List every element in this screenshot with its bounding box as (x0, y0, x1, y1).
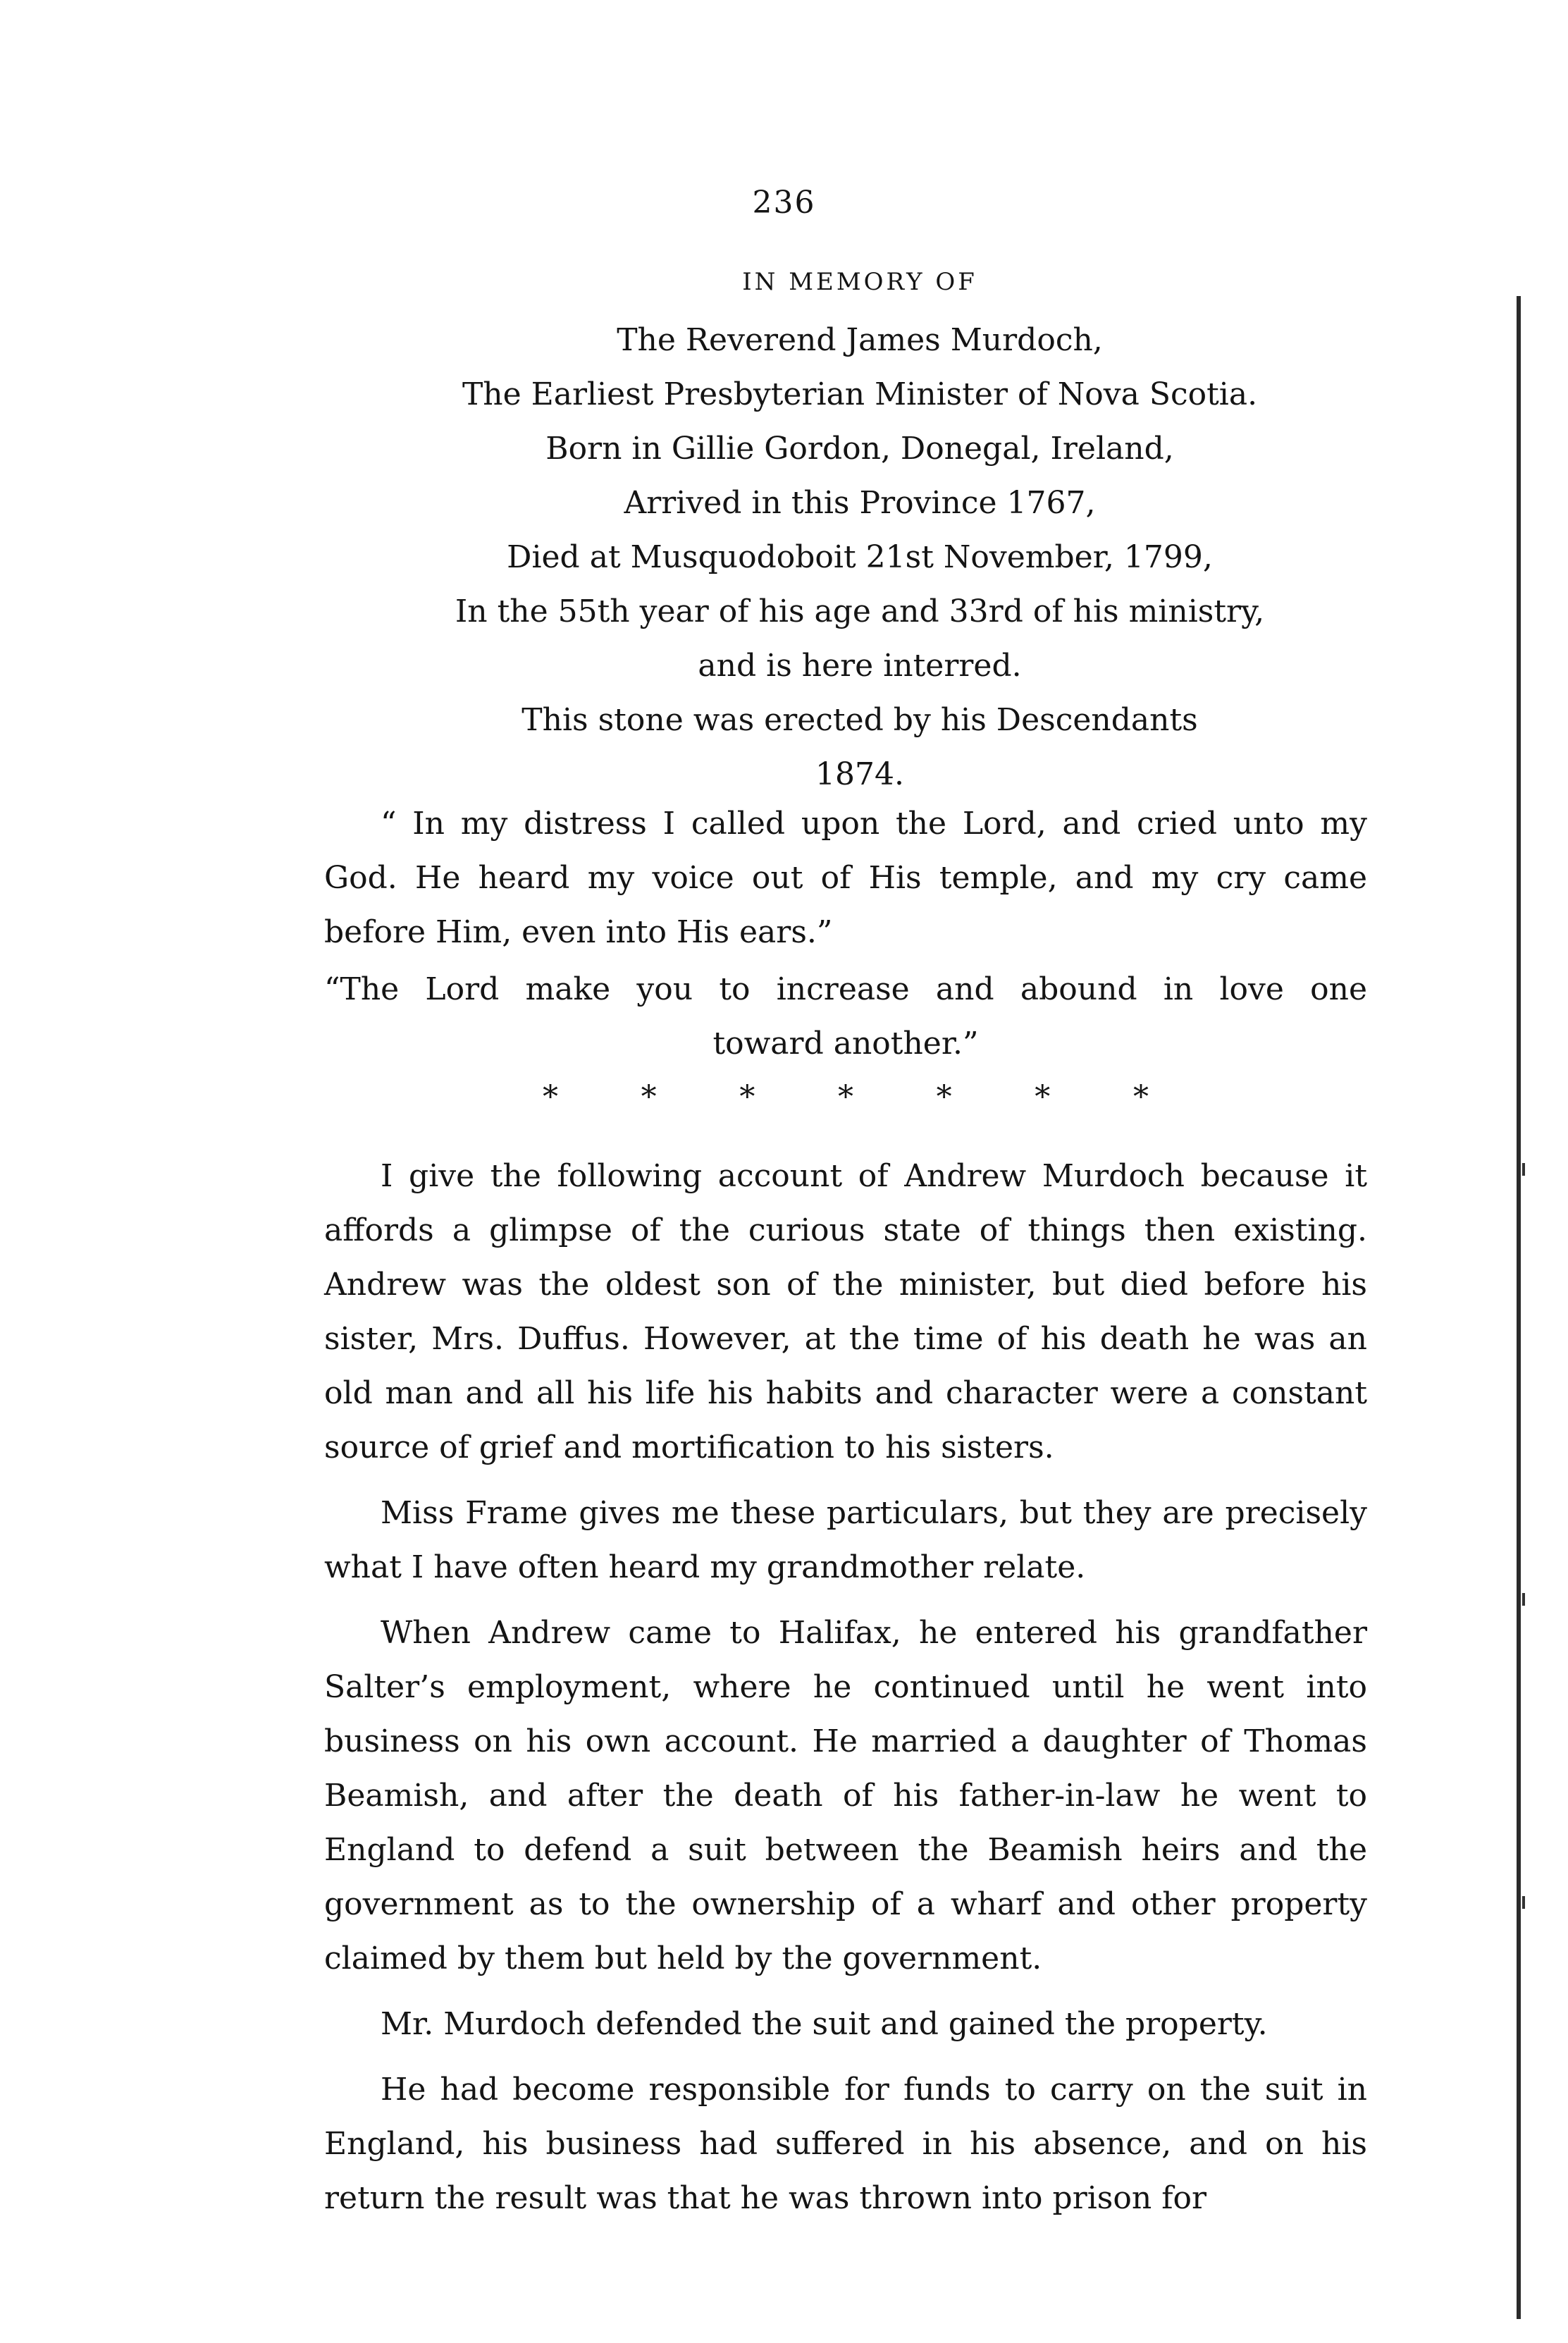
asterisk: * (543, 1079, 558, 1115)
asterisk: * (739, 1079, 755, 1115)
scripture-quote-line-1: “The Lord make you to increase and abound in love one (324, 971, 1367, 1007)
page-edge-shadow (1517, 296, 1521, 2319)
inscription-line: In the 55th year of his age and 33rd of his ministry, (455, 594, 1265, 629)
asterisk: * (936, 1079, 952, 1115)
paragraph: When Andrew came to Halifax, he entered his grandfather Salter’s employment, where he continued until he went into business on his own account. He married a daughter of Thomas Beamish, and after the death of his father-in-law he went to England to defend a suit between the Beamish heirs and the government as to the ownership of a wharf and other property claimed by them but held by the government. (324, 1615, 1367, 1976)
inscription-line: Born in Gillie Gordon, Donegal, Ireland, (545, 431, 1174, 467)
scripture-quote: “ In my distress I called upon the Lord, and cried unto my God. He heard my voice out of His temple, and my cry came before Him, even into His ears.” (324, 806, 1367, 950)
page-edge-mark (1522, 1163, 1525, 1176)
page-number: 236 (752, 185, 816, 221)
asterisk: * (1035, 1079, 1051, 1115)
paragraph: He had become responsible for funds to carry on the suit in England, his business had suffered in his absence, and on his return the result was that he was thrown into prison for (324, 2072, 1367, 2216)
inscription-heading: IN MEMORY OF (742, 268, 977, 296)
scripture-quotes (324, 797, 1367, 1140)
paragraph: Miss Frame gives me these particulars, but they are precisely what I have often heard my grandmother relate. (324, 1495, 1367, 1585)
section-separator (543, 1076, 1149, 1119)
paragraph: I give the following account of Andrew Murdoch because it affords a glimpse of the curious state of things then existing. Andrew was the oldest son of the minister, but died before his sister, Mrs. Duffus. However, at the time of his death he was an old man and all his life his habits and character were a constant source of grief and mortification to his sisters. (324, 1158, 1367, 1465)
inscription-line: 1874. (815, 756, 904, 792)
page-edge-mark (1522, 1593, 1525, 1606)
inscription-line: and is here interred. (698, 648, 1022, 684)
memorial-inscription (324, 268, 1395, 801)
asterisk: * (837, 1079, 853, 1115)
inscription-line: The Earliest Presbyterian Minister of Nova Scotia. (462, 376, 1258, 412)
paragraph: Mr. Murdoch defended the suit and gained the property. (381, 2006, 1268, 2042)
inscription-line: The Reverend James Murdoch, (617, 322, 1103, 358)
scripture-quote-line (324, 962, 1367, 1016)
asterisk: * (641, 1079, 657, 1115)
page-edge-mark (1522, 1896, 1525, 1909)
scripture-quote-line-2: toward another.” (712, 1026, 979, 1062)
body-text (324, 1149, 1367, 2237)
inscription-line: This stone was erected by his Descendants (521, 702, 1198, 738)
inscription-line: Died at Musquodoboit 21st November, 1799, (507, 539, 1213, 575)
inscription-line: Arrived in this Province 1767, (624, 485, 1096, 521)
asterisk: * (1132, 1079, 1149, 1115)
